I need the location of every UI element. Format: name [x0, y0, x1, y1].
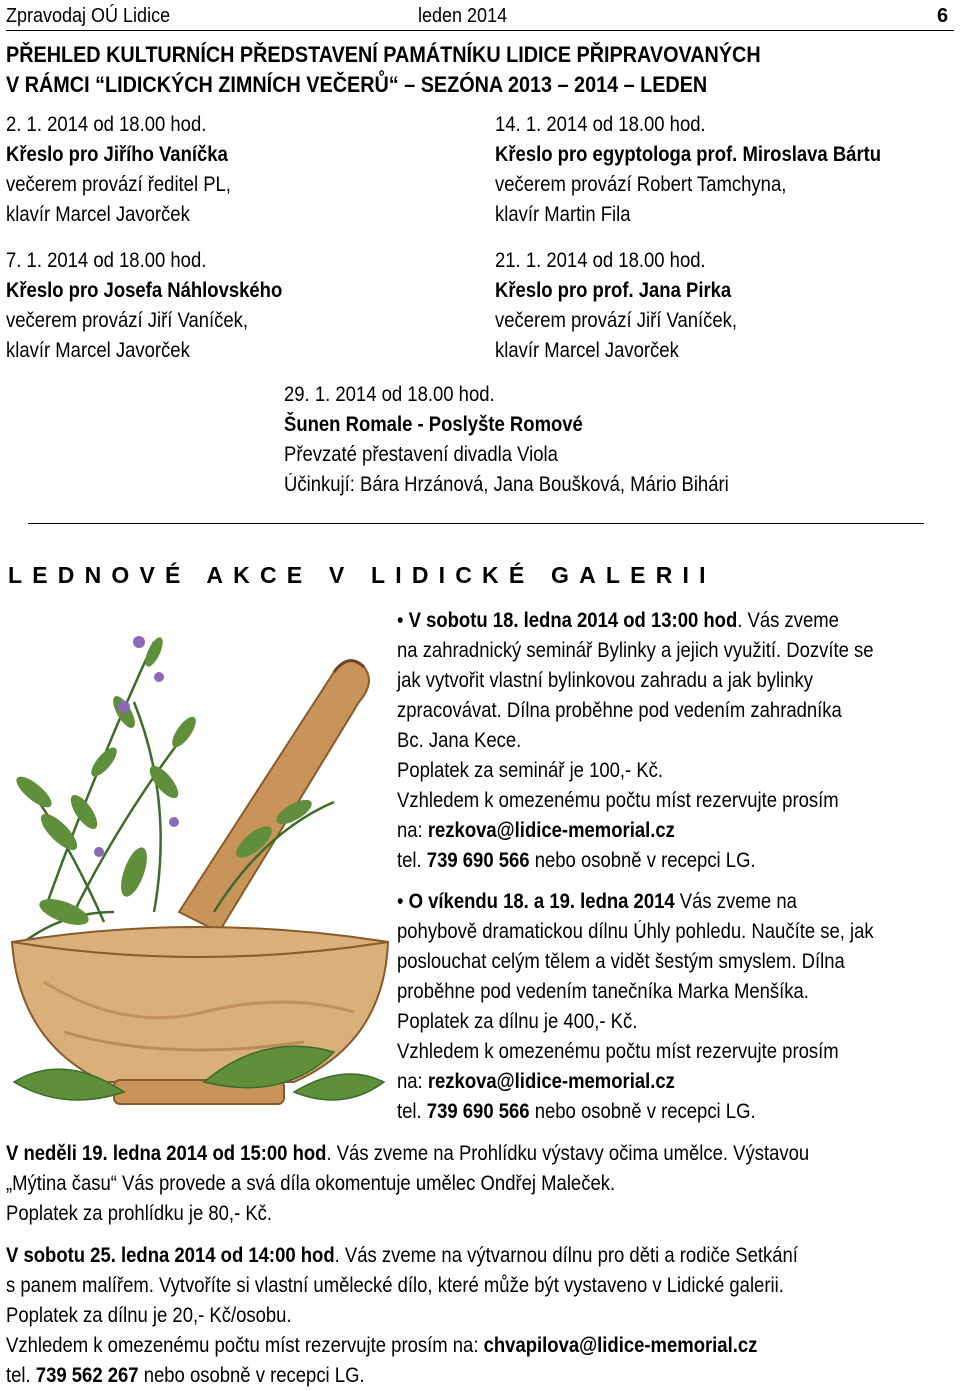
item-line: zpracovávat. Dílna proběhne pod vedením zahradníka: [397, 699, 842, 722]
event-description: Převzaté přestavení divadla Viola: [284, 443, 558, 466]
item-email-line: [397, 816, 874, 846]
item-heading: [6, 1241, 798, 1271]
event-host: večerem provází ředitel PL,: [6, 173, 231, 196]
tel-suffix: nebo osobně v recepci LG.: [529, 849, 756, 872]
section-divider: [28, 523, 924, 524]
event-host: večerem provází Jiří Vaníček,: [6, 309, 249, 332]
event-title: Křeslo pro Josefa Náhlovského: [6, 279, 283, 302]
event-music: klavír Martin Fila: [495, 203, 631, 226]
item-email-line: [397, 1067, 874, 1097]
event-date: 2. 1. 2014 od 18.00 hod.: [6, 113, 207, 136]
publication-name: Zpravodaj OÚ Lidice: [6, 5, 171, 27]
item-intro: . Vás zveme: [737, 609, 839, 632]
event-date: 7. 1. 2014 od 18.00 hod.: [6, 249, 207, 272]
item-line: Vzhledem k omezenému počtu míst rezervujte prosím: [397, 789, 839, 812]
event-music: klavír Marcel Javorček: [495, 339, 679, 362]
tel-number: 739 690 566: [426, 1100, 530, 1123]
event-2: [495, 110, 934, 230]
item-fee: Poplatek za dílnu je 20,- Kč/osobu.: [6, 1304, 292, 1327]
event-host: večerem provází Jiří Vaníček,: [495, 309, 738, 332]
event-title: Šunen Romale - Poslyšte Romové: [284, 413, 583, 436]
item-fee: Poplatek za prohlídku je 80,- Kč.: [6, 1202, 273, 1225]
event-title: Křeslo pro prof. Jana Pirka: [495, 279, 732, 302]
event-date: 21. 1. 2014 od 18.00 hod.: [495, 249, 706, 272]
event-3: [6, 246, 320, 366]
item-line: pohybově dramatickou dílnu Úhly pohledu. Naučíte se, jak: [397, 920, 874, 943]
event-music: klavír Marcel Javorček: [6, 339, 190, 362]
page-number: 6: [937, 5, 949, 27]
item-line: s panem malířem. Vytvoříte si vlastní umělecké dílo, které může být vystaveno v Lidické galerii.: [6, 1274, 784, 1297]
item-date: V sobotu 25. ledna 2014 od 14:00 hod: [6, 1244, 335, 1267]
email-prefix: na:: [397, 819, 428, 842]
item-heading: [6, 1139, 809, 1169]
item-intro: . Vás zveme na Prohlídku výstavy očima umělce. Výstavou: [326, 1142, 810, 1165]
tel-suffix: nebo osobně v recepci LG.: [529, 1100, 756, 1123]
culture-title-line1: PŘEHLED KULTURNÍCH PŘEDSTAVENÍ PAMÁTNÍKU LIDICE PŘIPRAVOVANÝCH: [6, 42, 761, 67]
item-intro: . Vás zveme na výtvarnou dílnu pro děti a rodiče Setkání: [334, 1244, 798, 1267]
bullet: •: [397, 890, 404, 913]
item-heading: [397, 606, 874, 636]
email-link[interactable]: chvapilova@lidice-memorial.cz: [483, 1334, 758, 1357]
gallery-item-4: [6, 1241, 906, 1391]
item-date: V sobotu 18. ledna 2014 od 13:00 hod: [408, 609, 738, 632]
header-divider: [6, 30, 954, 31]
event-host: večerem provází Robert Tamchyna,: [495, 173, 787, 196]
tel-suffix: nebo osobně v recepci LG.: [138, 1364, 365, 1387]
item-intro: Vás zveme na: [674, 890, 797, 913]
email-link[interactable]: rezkova@lidice-memorial.cz: [427, 1070, 675, 1093]
event-1: [6, 110, 262, 230]
item-fee: Poplatek za seminář je 100,- Kč.: [397, 759, 664, 782]
item-date: V neděli 19. ledna 2014 od 15:00 hod: [6, 1142, 327, 1165]
item-fee: Poplatek za dílnu je 400,- Kč.: [397, 1010, 638, 1033]
item-line: „Mýtina času“ Vás provede a svá díla okomentuje umělec Ondřej Maleček.: [6, 1172, 616, 1195]
culture-title-line2: V RÁMCI “LIDICKÝCH ZIMNÍCH VEČERŮ“ – SEZÓNA 2013 – 2014 – LEDEN: [6, 72, 708, 97]
item-line: proběhne pod vedením tanečníka Marka Menšíka.: [397, 980, 809, 1003]
item-date: O víkendu 18. a 19. ledna 2014: [408, 890, 675, 913]
tel-prefix: tel.: [397, 849, 427, 872]
item-tel-line: [397, 846, 874, 876]
item-heading: [397, 887, 874, 917]
event-music: klavír Marcel Javorček: [6, 203, 190, 226]
item-line: jak vytvořit vlastní bylinkovou zahradu a jak bylinky: [397, 669, 813, 692]
gallery-item-1: [397, 606, 939, 876]
item-line: poslouchat celým tělem a vidět šestým smyslem. Dílna: [397, 950, 845, 973]
gallery-item-3: [6, 1139, 919, 1229]
email-prefix: Vzhledem k omezenému počtu míst rezervujte prosím na:: [6, 1334, 484, 1357]
event-title: Křeslo pro egyptologa prof. Miroslava Bártu: [495, 143, 882, 166]
event-4: [495, 246, 770, 366]
tel-prefix: tel.: [6, 1364, 36, 1387]
herbs-mortar-pestle-illustration: [4, 612, 392, 1116]
email-prefix: na:: [397, 1070, 428, 1093]
tel-prefix: tel.: [397, 1100, 427, 1123]
event-date: 14. 1. 2014 od 18.00 hod.: [495, 113, 706, 136]
event-title: Křeslo pro Jiřího Vaníčka: [6, 143, 228, 166]
tel-number: 739 562 267: [35, 1364, 139, 1387]
bullet: •: [397, 609, 404, 632]
item-line: Vzhledem k omezenému počtu míst rezervujte prosím: [397, 1040, 839, 1063]
gallery-section-title: LEDNOVÉ AKCE V LIDICKÉ GALERII: [8, 562, 716, 588]
item-line: Bc. Jana Kece.: [397, 729, 522, 752]
item-tel-line: [397, 1097, 874, 1127]
event-cast: Účinkují: Bára Hrzánová, Jana Boušková, Mário Bihári: [284, 473, 729, 496]
item-tel-line: [6, 1361, 798, 1391]
event-date: 29. 1. 2014 od 18.00 hod.: [284, 383, 495, 406]
item-line: na zahradnický seminář Bylinky a jejich využití. Dozvíte se: [397, 639, 874, 662]
item-email-line: [6, 1331, 798, 1361]
gallery-item-2: [397, 887, 939, 1127]
email-link[interactable]: rezkova@lidice-memorial.cz: [427, 819, 675, 842]
event-5: [284, 380, 789, 500]
issue-date: leden 2014: [418, 5, 508, 27]
tel-number: 739 690 566: [426, 849, 530, 872]
